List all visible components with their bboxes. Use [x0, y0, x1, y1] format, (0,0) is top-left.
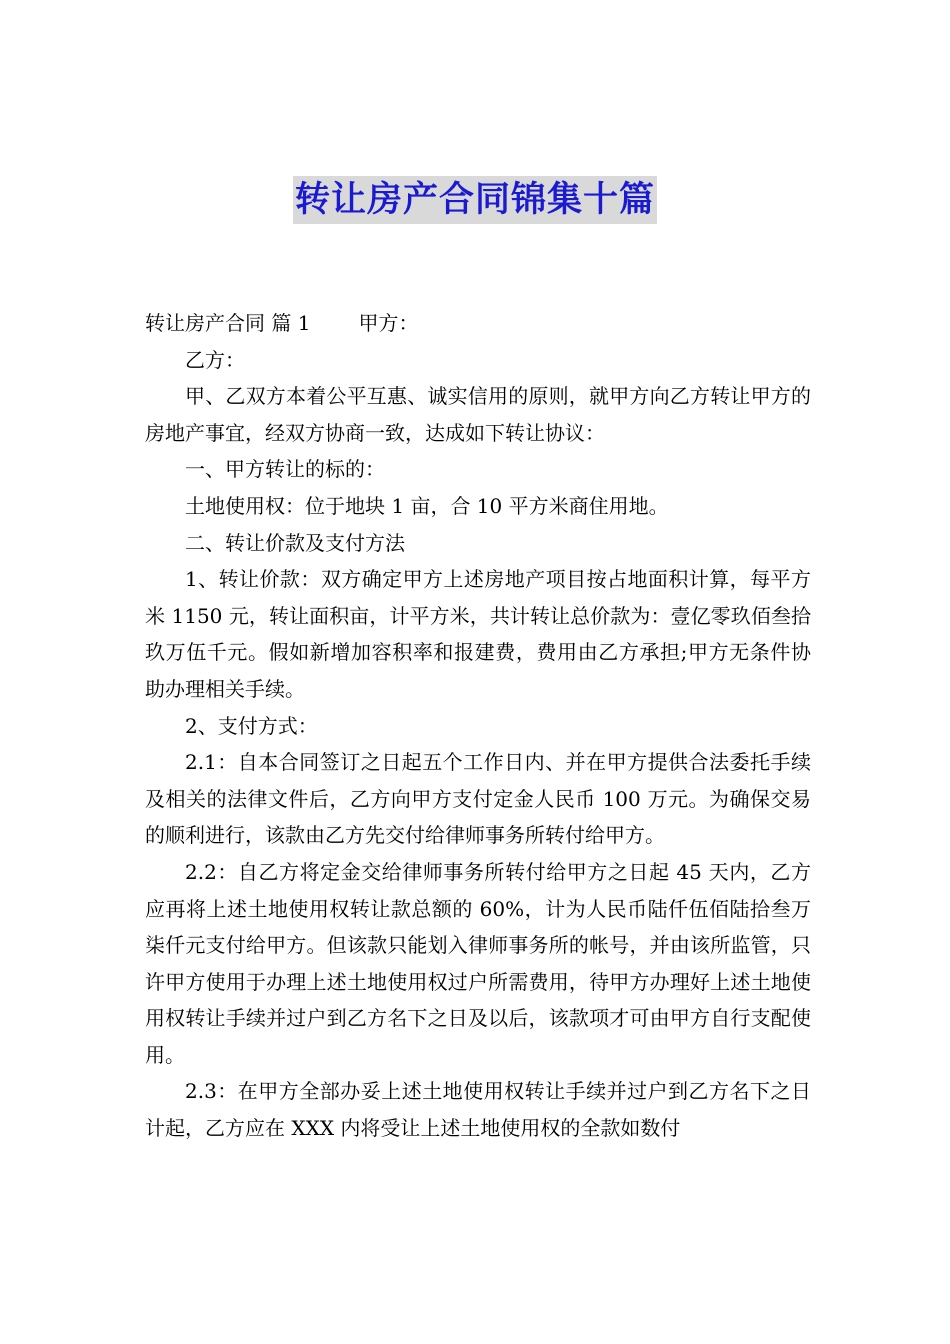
title-container — [0, 176, 950, 224]
paragraph: 一、甲方转让的标的： — [185, 457, 385, 482]
paragraph: 1、转让价款：双方确定甲方上述房地产项目按占地面积计算，每平方米 1150 元，转让面积亩，计平方米，共计转让总价款为：壹亿零玖佰叁拾玖万伍千元。假如新增加容积率和报建费，费用由乙方承担;甲方无条件协助办理相关手续。 — [145, 567, 811, 701]
paragraph: 二、转让价款及支付方法 — [185, 530, 405, 555]
contract-header-line — [145, 305, 811, 342]
party-a-label: 甲方： — [358, 311, 419, 335]
paragraph: 2.1：自本合同签订之日起五个工作日内、并在甲方提供合法委托手续及相关的法律文件后，乙方向甲方支付定金人民币 100 万元。为确保交易的顺利进行，该款由乙方先交付给律师事务所转付给甲方。 — [145, 750, 811, 848]
paragraph: 2.2：自乙方将定金交给律师事务所转付给甲方之日起 45 天内，乙方应再将上述土地使用权转让款总额的 60%，计为人民币陆仟伍佰陆拾叁万柒仟元支付给甲方。但该款只能划入律师事务所的帐号，并由该所监管，只许甲方使用于办理上述土地使用权过户所需费用，待甲方办理好上述土地使用权转让手续并过户到乙方名下之日及以后，该款项才可由甲方自行支配使用。 — [145, 859, 811, 1067]
document-title: 转让房产合同锦集十篇 — [293, 176, 657, 224]
contract-section-label: 转让房产合同 篇 1 — [145, 311, 311, 335]
paragraph: 2.3：在甲方全部办妥上述土地使用权转让手续并过户到乙方名下之日计起，乙方应在 XXX 内将受让上述土地使用权的全款如数付 — [145, 1079, 811, 1141]
paragraph: 2、支付方式： — [185, 713, 318, 738]
paragraph: 甲、乙双方本着公平互惠、诚实信用的原则，就甲方向乙方转让甲方的房地产事宜，经双方协商一致，达成如下转让协议： — [145, 384, 811, 445]
paragraph: 乙方： — [185, 347, 245, 372]
document-body — [145, 305, 811, 1147]
paragraph: 土地使用权：位于地块 1 亩，合 10 平方米商住用地。 — [185, 493, 669, 518]
